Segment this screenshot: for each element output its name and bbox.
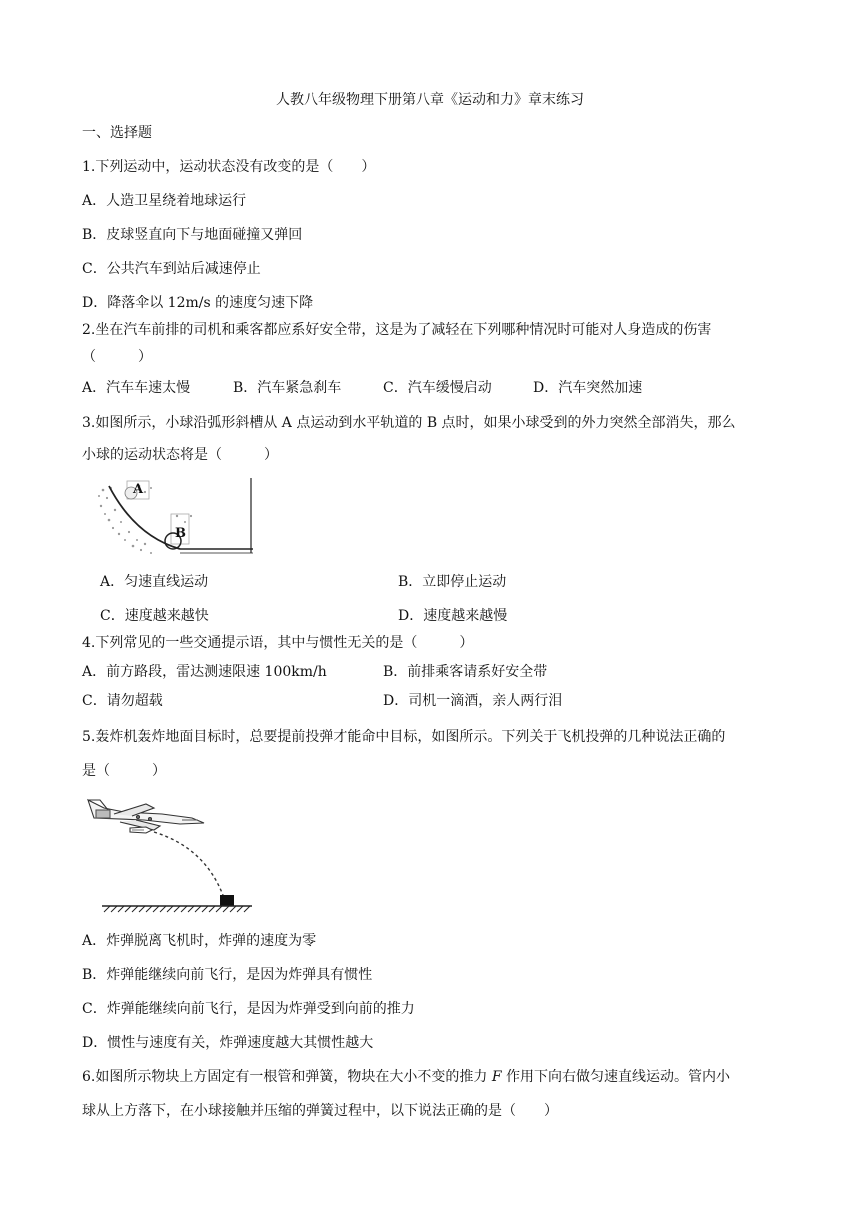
q5-ground-hatching xyxy=(104,906,250,912)
q5-bomb-trajectory xyxy=(154,832,224,898)
q3-stem-line2: 小球的运动状态将是（ ） xyxy=(82,447,278,463)
q3-option-b: B．立即停止运动 xyxy=(398,574,507,590)
q6-stem-line1 xyxy=(82,1067,730,1087)
q5-bomber-plane xyxy=(88,800,204,830)
q4-option-d: D．司机一滴酒，亲人两行泪 xyxy=(383,693,563,709)
q3-option-c: C．速度越来越快 xyxy=(100,608,209,624)
q5-option-a: A．炸弹脱离飞机时，炸弹的速度为零 xyxy=(82,933,317,949)
q1-stem: 1.下列运动中，运动状态没有改变的是（ ） xyxy=(82,159,376,175)
q6-stem-line1-pre: 6.如图所示物块上方固定有一根管和弹簧，物块在大小不变的推力 xyxy=(82,1069,492,1085)
q2-option-c: C．汽车缓慢启动 xyxy=(383,380,492,396)
q5-stem-line2: 是（ ） xyxy=(82,763,166,779)
q3-option-d: D．速度越来越慢 xyxy=(398,608,508,624)
q1-option-d: D．降落伞以 12m/s 的速度匀速下降 xyxy=(82,295,314,311)
q6-stem-line1-post: 作用下向右做匀速直线运动。管内小 xyxy=(501,1069,730,1085)
q2-option-d: D．汽车突然加速 xyxy=(533,380,643,396)
q2-option-b: B．汽车紧急刹车 xyxy=(233,380,342,396)
q3-option-a: A．匀速直线运动 xyxy=(100,574,209,590)
q2-stem-line1: 2.坐在汽车前排的司机和乘客都应系好安全带，这是为了减轻在下列哪种情况时可能对人身造成的伤害 xyxy=(82,322,712,338)
q3-label-a: A xyxy=(133,482,144,497)
q1-option-c: C．公共汽车到站后减速停止 xyxy=(82,261,261,277)
q5-ground-target xyxy=(220,895,234,906)
q6-force-variable: F xyxy=(491,1069,502,1085)
page-title: 人教八年级物理下册第八章《运动和力》章末练习 xyxy=(276,92,584,108)
q3-stem-line1: 3.如图所示，小球沿弧形斜槽从 A 点运动到水平轨道的 B 点时，如果小球受到的外力突然全部消失，那么 xyxy=(82,415,736,431)
q4-stem: 4.下列常见的一些交通提示语，其中与惯性无关的是（ ） xyxy=(82,635,474,651)
q2-stem-line2: （ ） xyxy=(82,349,152,365)
q4-option-c: C．请勿超载 xyxy=(82,693,163,709)
q5-option-b: B．炸弹能继续向前飞行，是因为炸弹具有惯性 xyxy=(82,967,373,983)
q5-option-d: D．惯性与速度有关，炸弹速度越大其惯性越大 xyxy=(82,1035,374,1051)
q3-label-b: B xyxy=(175,526,186,541)
q5-option-c: C．炸弹能继续向前飞行，是因为炸弹受到向前的推力 xyxy=(82,1001,415,1017)
q5-figure xyxy=(84,796,256,914)
q3-figure xyxy=(95,476,257,558)
q3-curved-track xyxy=(109,486,180,549)
q6-stem-line2: 球从上方落下，在小球接触并压缩的弹簧过程中，以下说法正确的是（ ） xyxy=(82,1103,558,1119)
q1-option-a: A．人造卫星绕着地球运行 xyxy=(82,193,247,209)
q1-option-b: B．皮球竖直向下与地面碰撞又弹回 xyxy=(82,227,303,243)
q2-option-a: A．汽车车速太慢 xyxy=(82,380,191,396)
q4-option-b: B．前排乘客请系好安全带 xyxy=(383,664,548,680)
q4-option-a: A．前方路段，雷达测速限速 100km/h xyxy=(82,664,327,680)
q5-stem-line1: 5.轰炸机轰炸地面目标时，总要提前投弹才能命中目标，如图所示。下列关于飞机投弹的几种说法正确的 xyxy=(82,729,726,745)
section-heading: 一、选择题 xyxy=(82,125,152,141)
